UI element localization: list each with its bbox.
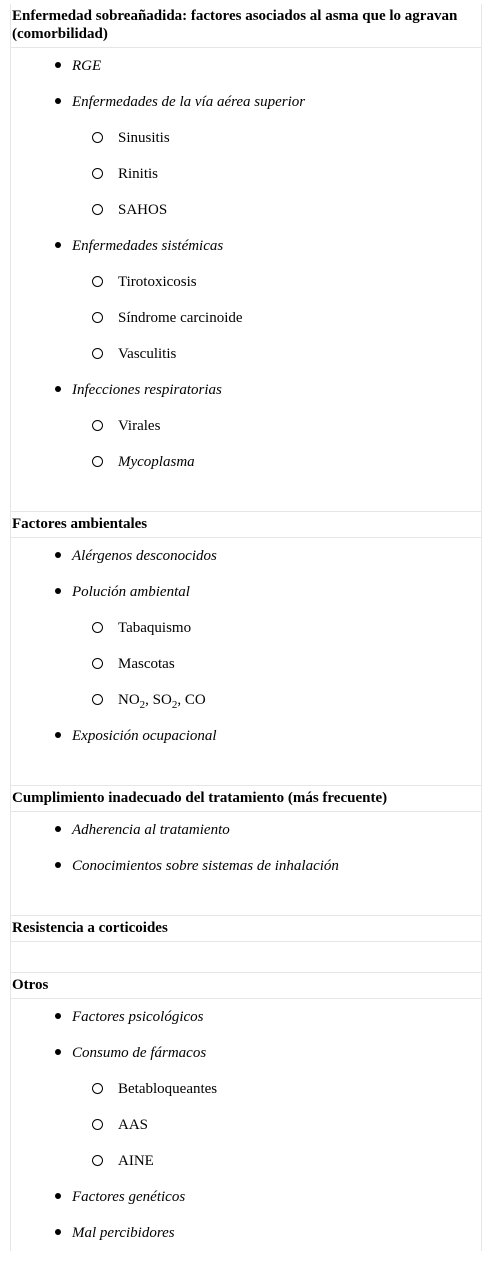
section-comorbilidad xyxy=(11,4,481,511)
sub-list-item: Tirotoxicosis xyxy=(72,264,481,300)
sub-list-item: Rinitis xyxy=(72,156,481,192)
section-factores-ambientales xyxy=(11,511,481,785)
sub-list-item: AAS xyxy=(72,1107,481,1143)
sub-list-item: Betabloqueantes xyxy=(72,1071,481,1107)
section-body xyxy=(11,538,481,785)
sub-list-item: Síndrome carcinoide xyxy=(72,300,481,336)
section-title: Resistencia a corticoides xyxy=(11,916,481,942)
sub-list-item: Vasculitis xyxy=(72,336,481,372)
section-title: Enfermedad sobreañadida: factores asociados al asma que lo agravan (comorbilidad) xyxy=(11,4,481,48)
section-body xyxy=(11,999,481,1251)
list-item: Infecciones respiratorias Virales Mycoplasma xyxy=(11,372,481,480)
sub-list-item-gases: $NO_2$, $SO_2$, CO xyxy=(72,682,481,718)
section-body xyxy=(11,942,481,972)
sub-list-item: Mascotas xyxy=(72,646,481,682)
list-item: Conocimientos sobre sistemas de inhalación xyxy=(11,848,481,884)
list-item: Exposición ocupacional xyxy=(11,718,481,754)
list-item: Consumo de fármacos Betabloqueantes AAS AINE xyxy=(11,1035,481,1179)
document-table xyxy=(10,4,482,1251)
list-item: Alérgenos desconocidos xyxy=(11,538,481,574)
section-cumplimiento xyxy=(11,785,481,915)
list-item: Enfermedades sistémicas Tirotoxicosis Síndrome carcinoide Vasculitis xyxy=(11,228,481,372)
section-otros xyxy=(11,972,481,1251)
list-item: RGE xyxy=(11,48,481,84)
list-item: Factores genéticos xyxy=(11,1179,481,1215)
list-item: Adherencia al tratamiento xyxy=(11,812,481,848)
section-title: Otros xyxy=(11,973,481,999)
sub-list-item: AINE xyxy=(72,1143,481,1179)
sub-list-item: Tabaquismo xyxy=(72,610,481,646)
section-body xyxy=(11,812,481,915)
list-item: Mal percibidores xyxy=(11,1215,481,1251)
list-item: Factores psicológicos xyxy=(11,999,481,1035)
section-title: Cumplimiento inadecuado del tratamiento (más frecuente) xyxy=(11,786,481,812)
section-title: Factores ambientales xyxy=(11,512,481,538)
list-item: Polución ambiental Tabaquismo Mascotas $NO_2$, $SO_2$, CO xyxy=(11,574,481,718)
section-resistencia xyxy=(11,915,481,972)
sub-list-item: Sinusitis xyxy=(72,120,481,156)
list-item: Enfermedades de la vía aérea superior Sinusitis Rinitis SAHOS xyxy=(11,84,481,228)
sub-list-item: SAHOS xyxy=(72,192,481,228)
section-body xyxy=(11,48,481,511)
sub-list-item: Mycoplasma xyxy=(72,444,481,480)
sub-list-item: Virales xyxy=(72,408,481,444)
